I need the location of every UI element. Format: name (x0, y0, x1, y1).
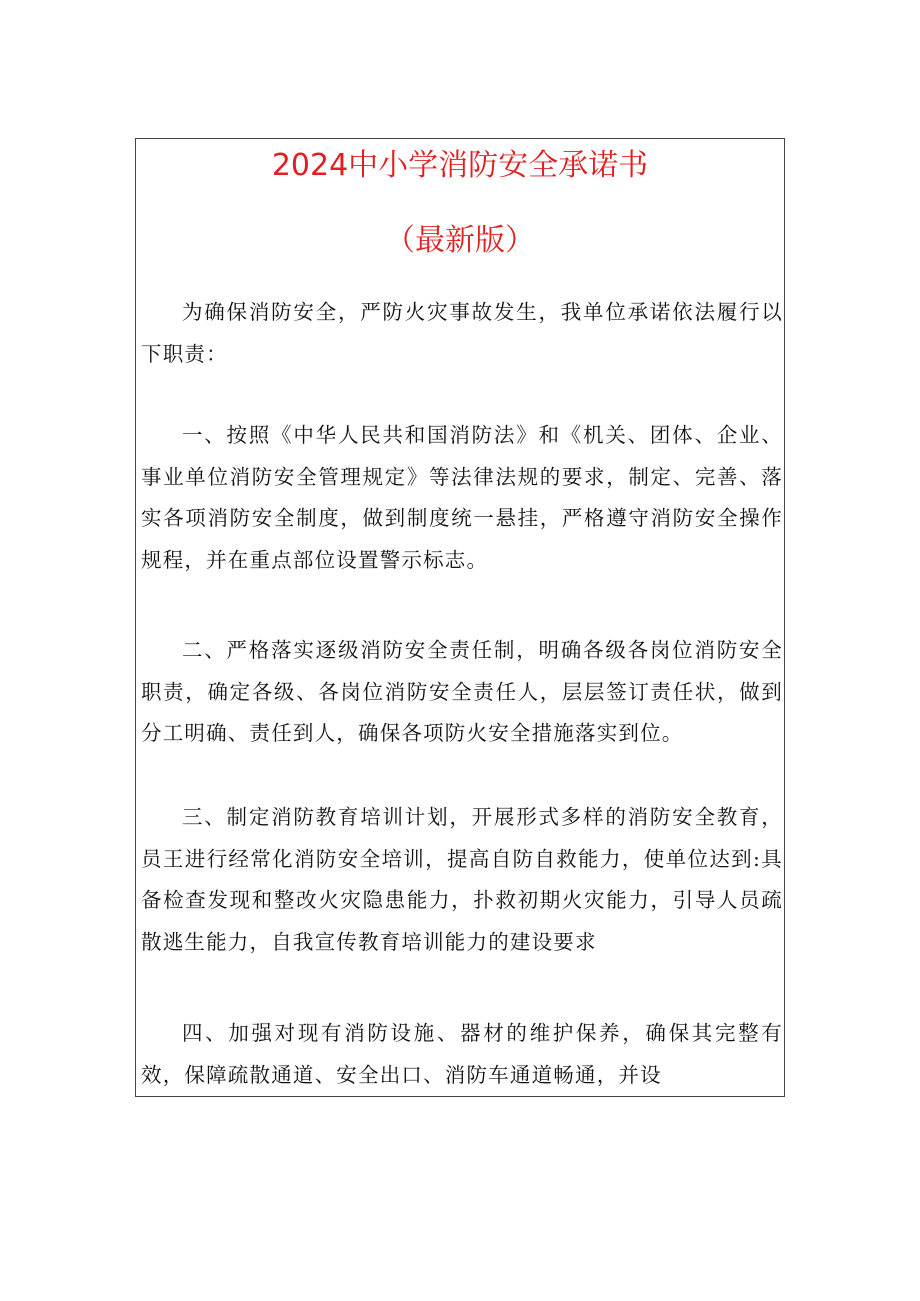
paragraph-intro: 为确保消防安全，严防火灾事故发生，我单位承诺依法履行以下职责： (141, 300, 783, 366)
paragraph-clause-4: 四、加强对现有消防设施、器材的维护保养，确保其完整有效，保障疏散通道、安全出口、消防车通道畅通，并设 (141, 1021, 783, 1087)
paragraph-clause-2: 二、严格落实逐级消防安全责任制，明确各级各岗位消防安全职责，确定各级、各岗位消防安全责任人，层层签订责任状，做到分工明确、责任到人，确保各项防火安全措施落实到位。 (141, 638, 783, 745)
document-subtitle: （最新版） (385, 223, 535, 258)
paragraph-clause-3: 三、制定消防教育培训计划，开展形式多样的消防安全教育，员王进行经常化消防安全培训，提高自防自救能力，使单位达到:具备检查发现和整改火灾隐患能力，扑救初期火灾能力，引导人员疏散逃生能力，自我宣传教育培训能力的建设要求 (141, 805, 783, 954)
paragraph-clause-1: 一、按照《中华人民共和国消防法》和《机关、团体、企业、事业单位消防安全管理规定》等法律法规的要求，制定、完善、落实各项消防安全制度，做到制度统一悬挂，严格遵守消防安全操作规程，并在重点部位设置警示标志。 (141, 423, 783, 572)
document-title: 2024中小学消防安全承诺书 (271, 148, 649, 183)
